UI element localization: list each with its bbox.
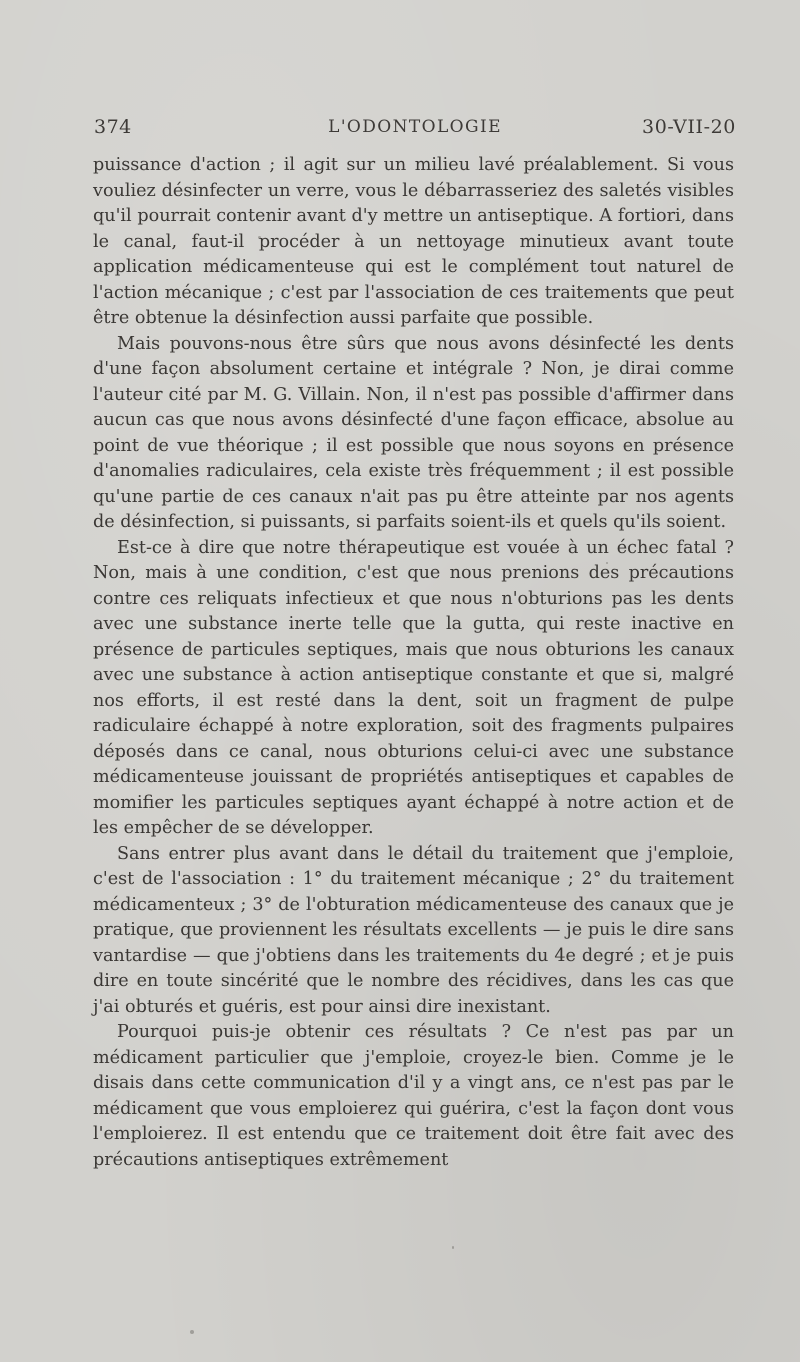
paper-speck — [190, 1330, 194, 1334]
paragraph-5: Pourquoi puis-je obtenir ces résultats ? Ce n'est pas par un médicament particulier que j'emploie, croyez-le bien. Comme je le disais dans cette communication d'il y a vingt ans, ce n'est pas par le médicament que vous emploierez qui guérira, c'est la façon dont vous l'emploierez. Il est entendu que ce traitement doit être fait avec des précautions antiseptiques extrêmement — [93, 1022, 734, 1170]
paper-speck — [258, 236, 261, 239]
paragraph-2: Mais pouvons-nous être sûrs que nous avons désinfecté les dents d'une façon absolument certaine et intégrale ? Non, je dirai comme l'auteur cité par M. G. Villain. Non, il n'est pas possible d'affirmer dans aucun cas que nous avons désinfecté d'une façon efficace, absolue au point de vue théorique ; il est possible que nous soyons en présence d'anomalies radiculaires, cela existe très fréquemment ; il est possible qu'une partie de ces canaux n'ait pas pu être atteinte par nos agents de désinfection, si puissants, si parfaits soient-ils et quels qu'ils soient. — [93, 333, 734, 532]
paper-speck — [606, 562, 608, 564]
paper-speck — [452, 1246, 454, 1249]
page-number: 374 — [94, 116, 132, 138]
issue-date: 30-VII-20 — [642, 116, 736, 138]
paragraph-1: puissance d'action ; il agit sur un milieu lavé préalablement. Si vous vouliez désinfecter un verre, vous le débarrasseriez des saletés visibles qu'il pourrait contenir avant d'y mettre un antiseptique. A fortiori, dans le canal, faut-il procéder à un nettoyage minutieux avant toute application médicamenteuse qui est le complément tout naturel de l'action mécanique ; c'est par l'association de ces traitements que peut être obtenue la désinfection aussi parfaite que possible. — [93, 155, 734, 328]
article-body — [93, 153, 734, 1173]
paragraph-4: Sans entrer plus avant dans le détail du traitement que j'emploie, c'est de l'association : 1° du traitement mécanique ; 2° du traitement médicamenteux ; 3° de l'obturation médicamenteuse des canaux que je pratique, que proviennent les résultats excellents — je puis le dire sans vantardise — que j'obtiens dans les traitements du 4e degré ; et je puis dire en toute sincérité que le nombre des récidives, dans les cas que j'ai obturés et guéris, est pour ainsi dire inexistant. — [93, 843, 734, 1017]
running-header — [94, 116, 736, 144]
paper-speck — [566, 1055, 568, 1057]
paragraph-3: Est-ce à dire que notre thérapeutique est vouée à un échec fatal ? Non, mais à une condition, c'est que nous prenions des précautions contre ces reliquats infectieux et que nous n'obturions pas les dents avec une substance inerte telle que la gutta, qui reste inactive en présence de particules septiques, mais que nous obturions les canaux avec une substance à action antiseptique constante et que si, malgré nos efforts, il est resté dans la dent, soit un fragment de pulpe radiculaire échappé à notre exploration, soit des fragments pulpaires déposés dans ce canal, nous obturions celui-ci avec une substance médicamenteuse jouissant de propriétés antiseptiques et capables de momifier les particules septiques ayant échappé à notre action et de les empêcher de se développer. — [93, 537, 734, 838]
journal-title: L'ODONTOLOGIE — [328, 117, 502, 137]
